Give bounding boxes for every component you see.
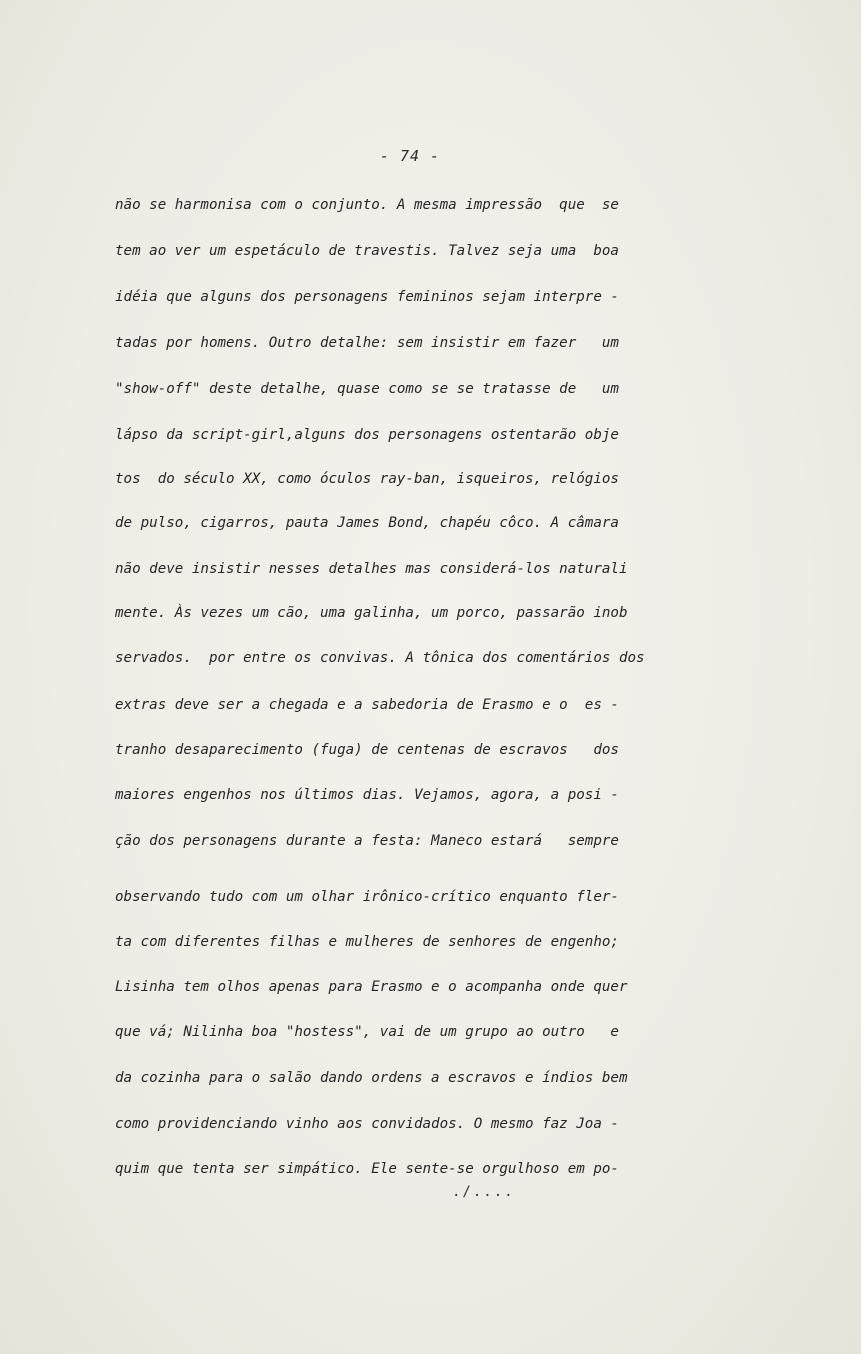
text-line: ção dos personagens durante a festa: Maneco estará sempre [115,833,619,849]
text-line: tranho desaparecimento (fuga) de centenas de escravos dos [115,742,619,758]
page-number: - 74 - [379,147,441,165]
text-line: quim que tenta ser simpático. Ele sente-se orgulhoso em po- [115,1161,619,1177]
text-line: extras deve ser a chegada e a sabedoria de Erasmo e o es - [115,697,619,713]
text-line: tos do século XX, como óculos ray-ban, isqueiros, relógios [115,471,619,487]
text-line: que vá; Nilinha boa "hostess", vai de um grupo ao outro e [115,1024,619,1040]
continuation-mark: ./.... [452,1184,515,1200]
text-line: de pulso, cigarros, pauta James Bond, chapéu côco. A câmara [115,515,619,531]
text-line: mente. Às vezes um cão, uma galinha, um porco, passarão inob [115,605,628,621]
text-line: da cozinha para o salão dando ordens a escravos e índios bem [115,1070,628,1086]
text-line: não deve insistir nesses detalhes mas considerá-los naturali [115,561,628,577]
text-line: não se harmonisa com o conjunto. A mesma impressão que se [115,197,619,213]
text-line: "show-off" deste detalhe, quase como se se tratasse de um [115,381,619,397]
text-line: tem ao ver um espetáculo de travestis. Talvez seja uma boa [115,243,619,259]
text-line: servados. por entre os convivas. A tônica dos comentários dos [115,650,645,666]
text-line: Lisinha tem olhos apenas para Erasmo e o acompanha onde quer [115,979,628,995]
text-line: observando tudo com um olhar irônico-crítico enquanto fler- [115,889,619,905]
text-line: como providenciando vinho aos convidados. O mesmo faz Joa - [115,1116,619,1132]
text-line: maiores engenhos nos últimos dias. Vejamos, agora, a posi - [115,787,619,803]
text-line: idéia que alguns dos personagens femininos sejam interpre - [115,289,619,305]
text-line: ta com diferentes filhas e mulheres de senhores de engenho; [115,934,619,950]
text-line: tadas por homens. Outro detalhe: sem insistir em fazer um [115,335,619,351]
text-line: lápso da script-girl,alguns dos personagens ostentarão obje [115,427,619,443]
